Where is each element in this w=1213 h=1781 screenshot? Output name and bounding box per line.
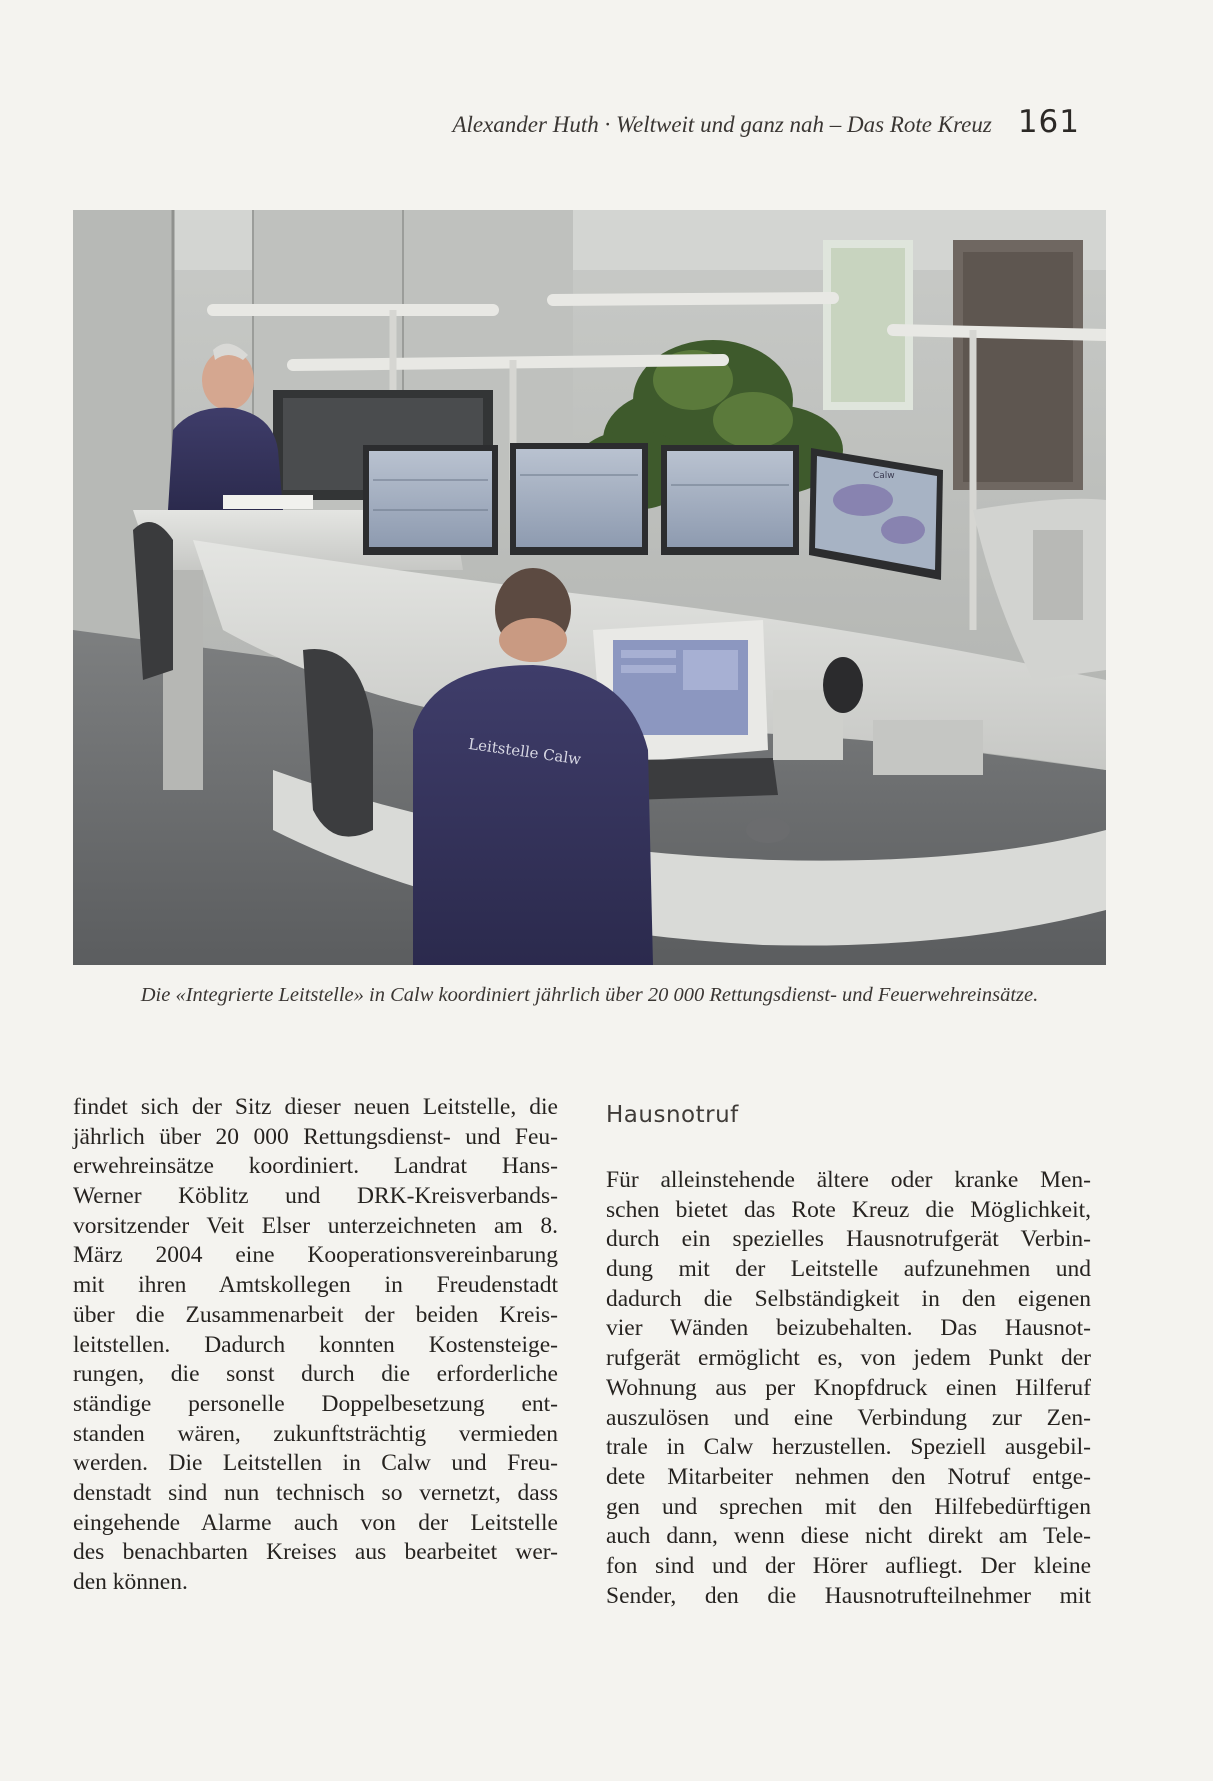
text-line: eingehende Alarme auch von der Leitstelle	[73, 1509, 558, 1536]
text-line: fon sind und der Hörer aufliegt. Der kleine	[606, 1552, 1091, 1579]
text-line: den können.	[73, 1569, 188, 1595]
text-line: ständige personelle Doppelbesetzung ent-	[73, 1390, 558, 1417]
text-line: März 2004 eine Kooperationsvereinbarung	[73, 1242, 558, 1269]
control-center-photo	[73, 210, 1106, 965]
text-line: Werner Köblitz und DRK-Kreisverbands-	[73, 1183, 558, 1210]
text-line: Wohnung aus per Knopfdruck einen Hilferuf	[606, 1374, 1091, 1401]
page-number: 161	[1017, 104, 1080, 140]
text-line: jährlich über 20 000 Rettungsdienst- und Feu-	[73, 1123, 558, 1150]
text-line: dung mit der Leitstelle aufzunehmen und	[606, 1256, 1091, 1283]
running-title: Alexander Huth · Weltweit und ganz nah – Das Rote Kreuz	[452, 112, 992, 137]
text-line: des benachbarten Kreises aus bearbeitet wer-	[73, 1539, 558, 1566]
left-column-text	[73, 1093, 558, 1598]
text-line: auch dann, wenn diese nicht direkt am Tele-	[606, 1523, 1091, 1550]
running-header	[380, 104, 1080, 140]
text-line: vier Wänden beizubehalten. Das Hausnot-	[606, 1315, 1091, 1342]
map-label: Calw	[873, 471, 895, 481]
text-line: über die Zusammenarbeit der beiden Kreis-	[73, 1301, 558, 1328]
text-line: schen bietet das Rote Kreuz die Möglichkeit,	[606, 1196, 1091, 1223]
text-line: werden. Die Leitstellen in Calw und Freu-	[73, 1450, 558, 1477]
text-line: durch ein spezielles Hausnotrufgerät Verbin-	[606, 1226, 1091, 1253]
text-line: Für alleinstehende ältere oder kranke Men-	[606, 1167, 1091, 1193]
text-line: vorsitzender Veit Elser unterzeichneten am 8.	[73, 1212, 558, 1239]
photo-illustration	[73, 210, 1106, 965]
text-line: leitstellen. Dadurch konnten Kostensteige-	[73, 1331, 558, 1358]
text-line: Sender, den die Hausnotrufteilnehmer mit	[606, 1582, 1091, 1609]
photo-caption: Die «Integrierte Leitstelle» in Calw koordiniert jährlich über 20 000 Rettungsdienst- und Feuerwehreinsätze.	[140, 984, 1039, 1006]
text-line: findet sich der Sitz dieser neuen Leitstelle, die	[73, 1094, 558, 1120]
text-line: dete Mitarbeiter nehmen den Notruf entge-	[606, 1463, 1091, 1490]
text-line: rufgerät ermöglicht es, von jedem Punkt der	[606, 1345, 1091, 1372]
text-line: standen wären, zukunftsträchtig vermieden	[73, 1420, 558, 1447]
section-heading: Hausnotruf	[606, 1102, 739, 1128]
text-line: denstadt sind nun technisch so vernetzt, dass	[73, 1479, 558, 1506]
text-line: mit ihren Amtskollegen in Freudenstadt	[73, 1272, 558, 1299]
text-line: dadurch die Selbständigkeit in den eigenen	[606, 1285, 1091, 1312]
shirt-print: Leitstelle Calw	[467, 734, 583, 769]
text-line: rungen, die sonst durch die erforderliche	[73, 1361, 558, 1388]
right-column-text	[606, 1166, 1091, 1611]
text-line: auszulösen und eine Verbindung zur Zen-	[606, 1404, 1091, 1431]
text-line: gen und sprechen mit den Hilfebedürftigen	[606, 1493, 1091, 1520]
text-line: erwehreinsätze koordiniert. Landrat Hans-	[73, 1153, 558, 1180]
text-line: trale in Calw herzustellen. Speziell ausgebil-	[606, 1434, 1091, 1461]
